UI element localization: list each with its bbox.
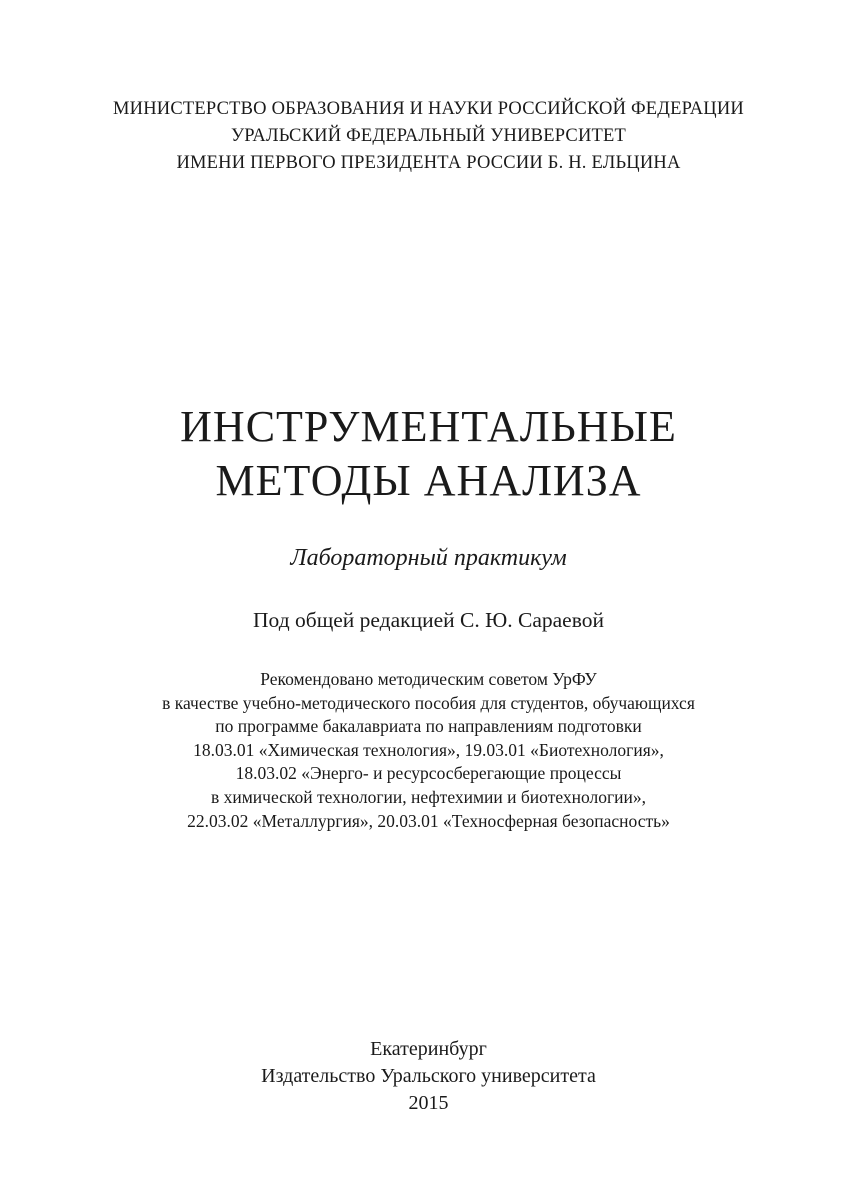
book-title — [0, 400, 857, 508]
recommendation-line: 22.03.02 «Металлургия», 20.03.01 «Техносферная безопасность» — [187, 810, 670, 831]
subtitle-text: Лабораторный практикум — [290, 545, 567, 571]
recommendation-line: по программе бакалавриата по направлениям подготовки — [215, 716, 642, 737]
book-subtitle — [0, 542, 857, 574]
book-title-line-1: ИНСТРУМЕНТАЛЬНЫЕ — [180, 402, 677, 451]
institution-header — [0, 96, 857, 177]
book-title-line-2: МЕТОДЫ АНАЛИЗА — [215, 456, 642, 505]
recommendation-line: в химической технологии, нефтехимии и биотехнологии», — [210, 786, 647, 807]
recommendation-line: 18.03.01 «Химическая технология», 19.03.01 «Биотехнология», — [193, 739, 664, 760]
recommendation-notice — [0, 668, 857, 833]
imprint-city: Екатеринбург — [370, 1038, 487, 1060]
imprint — [0, 1036, 857, 1117]
ministry-line: МИНИСТЕРСТВО ОБРАЗОВАНИЯ И НАУКИ РОССИЙСКОЙ ФЕДЕРАЦИИ — [113, 99, 744, 119]
recommendation-line: 18.03.02 «Энерго- и ресурсосберегающие процессы — [235, 763, 622, 784]
imprint-publisher: Издательство Уральского университета — [261, 1065, 596, 1087]
recommendation-line: в качестве учебно-методического пособия для студентов, обучающихся — [162, 692, 695, 713]
university-name-line: ИМЕНИ ПЕРВОГО ПРЕЗИДЕНТА РОССИИ Б. Н. ЕЛЬЦИНА — [176, 153, 681, 173]
university-line: УРАЛЬСКИЙ ФЕДЕРАЛЬНЫЙ УНИВЕРСИТЕТ — [230, 126, 627, 146]
editor-text: Под общей редакцией С. Ю. Сараевой — [253, 608, 604, 632]
editor-credit — [0, 605, 857, 635]
recommendation-line: Рекомендовано методическим советом УрФУ — [260, 669, 597, 689]
imprint-year: 2015 — [408, 1092, 449, 1114]
